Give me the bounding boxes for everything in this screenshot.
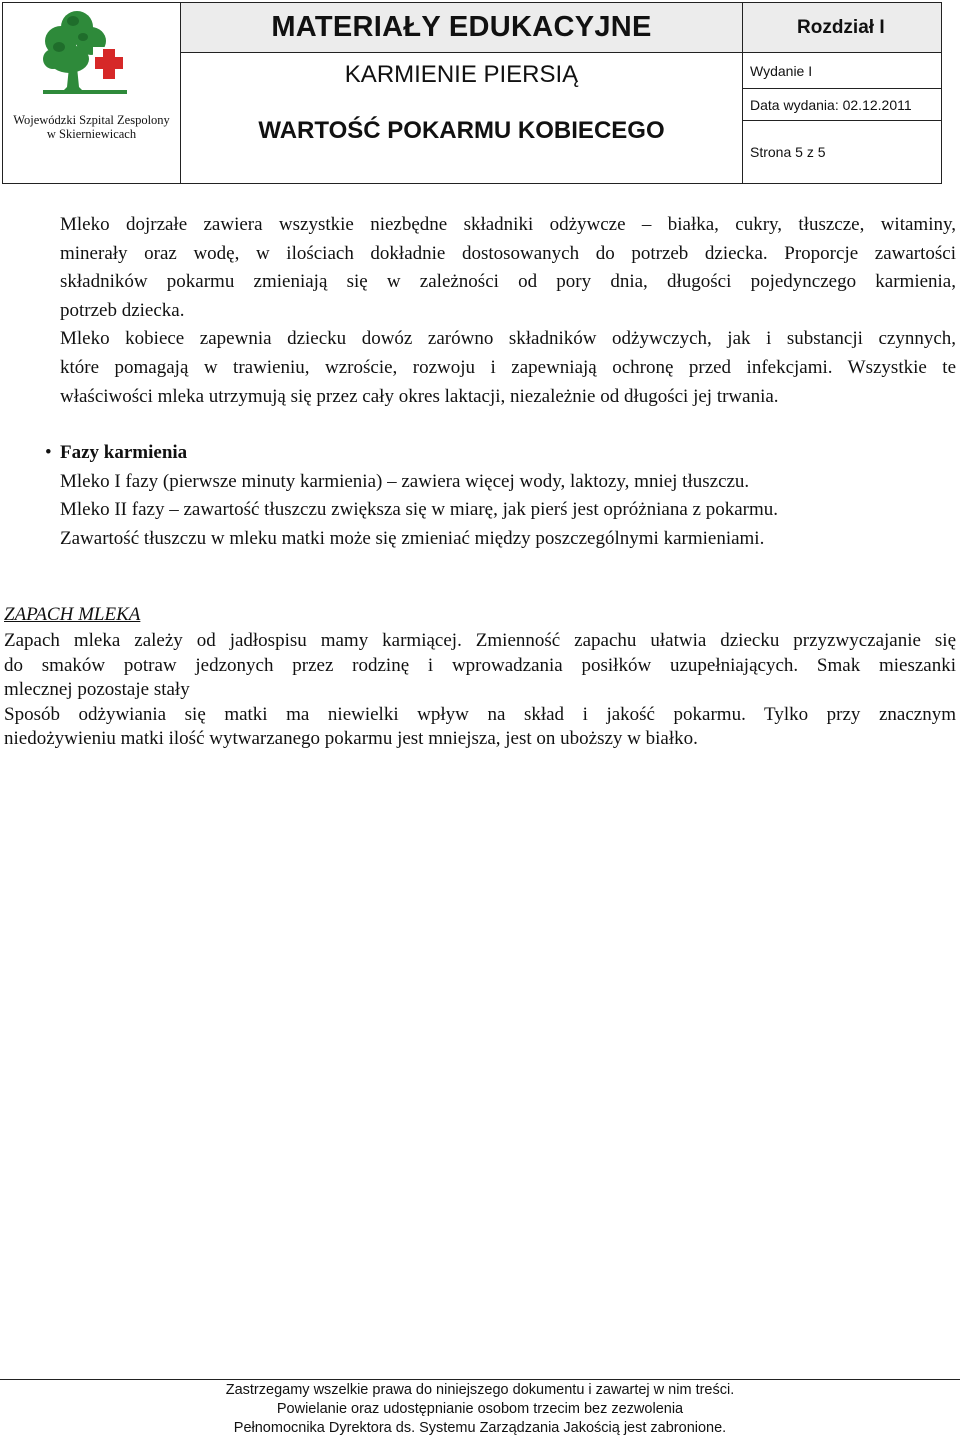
logo-cell — [3, 3, 181, 183]
bullet-line: Mleko I fazy (pierwsze minuty karmienia) – zawiera więcej wody, laktozy, mniej tłuszczu. — [60, 470, 750, 492]
document-title: WARTOŚĆ POKARMU KOBIECEGO — [258, 117, 665, 144]
feeding-phases-section — [44, 439, 956, 553]
title-cell — [181, 3, 743, 183]
chapter-label: Rozdział I — [743, 3, 941, 53]
milk-smell-paragraph — [4, 629, 956, 752]
feeding-phases-heading — [44, 439, 956, 468]
footer-line: Zastrzegamy wszelkie prawa do niniejszego dokumentu i zawartej w nim treści. — [225, 1382, 735, 1398]
paragraph-line: Sposób odżywiania się matki ma niewielki wpływ na skład i jakość pokarmu. Tylko przy znacznym — [4, 703, 956, 725]
page-number-label: Strona 5 z 5 — [750, 144, 826, 160]
footer-line: Powielanie oraz udostępnianie osobom trzecim bez zezwolenia — [276, 1401, 684, 1417]
bullet-icon: • — [45, 442, 52, 463]
bullet-line: Mleko II fazy – zawartość tłuszczu zwiększa się w miarę, jak pierś jest opróżniana z pokarmu. — [60, 499, 779, 521]
paragraph-line: minerały oraz wodę, w ilościach dokładnie dostosowanych do potrzeb dziecka. Proporcje zawartości — [60, 242, 956, 264]
issue-date-label: Data wydania: 02.12.2011 — [743, 89, 941, 121]
document-header — [2, 2, 942, 184]
footer-divider — [0, 1379, 960, 1380]
meta-cell — [743, 3, 941, 183]
footer-line: Pełnomocnika Dyrektora ds. Systemu Zarządzania Jakością jest zabronione. — [233, 1420, 727, 1436]
paragraph-line: właściwości mleka utrzymują się przez cały okres laktacji, niezależnie od długości jej trwania. — [60, 385, 779, 407]
edition-label: Wydanie I — [743, 53, 941, 89]
intro-paragraph — [60, 211, 956, 411]
organization-name-line1: Wojewódzki Szpital Zespolony — [13, 113, 170, 127]
paragraph-line: potrzeb dziecka. — [60, 299, 185, 321]
milk-smell-heading: ZAPACH MLEKA — [4, 604, 141, 625]
copyright-footer — [0, 1381, 960, 1437]
organization-name-line2: w Skierniewicach — [46, 127, 137, 141]
paragraph-line: Zapach mleka zależy od jadłospisu mamy karmiącej. Zmienność zapachu ułatwia dziecku przyzwyczajanie się — [4, 630, 956, 651]
organization-name — [3, 113, 180, 141]
feeding-phases-heading-text: Fazy karmienia — [60, 442, 188, 463]
paragraph-line: Mleko dojrzałe zawiera wszystkie niezbędne składniki odżywcze – białka, cukry, tłuszcze, witaminy, — [60, 214, 956, 235]
paragraph-line: niedożywieniu matki ilość wytwarzanego pokarmu jest mniejsza, jest on uboższy w białko. — [4, 728, 698, 750]
paragraph-line: mlecznej pozostaje stały — [4, 679, 190, 701]
paragraph-line: Mleko kobiece zapewnia dziecku dowóz zarówno składników odżywczych, jak i substancji czynnych, — [60, 328, 956, 350]
bullet-line: Zawartość tłuszczu w mleku matki może się zmieniać między poszczególnymi karmieniami. — [60, 527, 765, 549]
paragraph-line: składników pokarmu zmieniają się w zależności od pory dnia, długości pojedynczego karmienia, — [60, 271, 956, 293]
subject-title: KARMIENIE PIERSIĄ — [344, 61, 579, 88]
tree-with-red-cross-icon — [39, 7, 129, 99]
paragraph-line: które pomagają w trawieniu, wzroście, rozwoju i zapewniają ochronę przed infekcjami. Wszystkie te — [60, 356, 956, 378]
paragraph-line: do smaków potraw jedzonych przez rodzinę i wprowadzania posiłków uzupełniających. Smak mieszanki — [4, 654, 956, 676]
category-title: MATERIAŁY EDUKACYJNE — [181, 3, 742, 53]
